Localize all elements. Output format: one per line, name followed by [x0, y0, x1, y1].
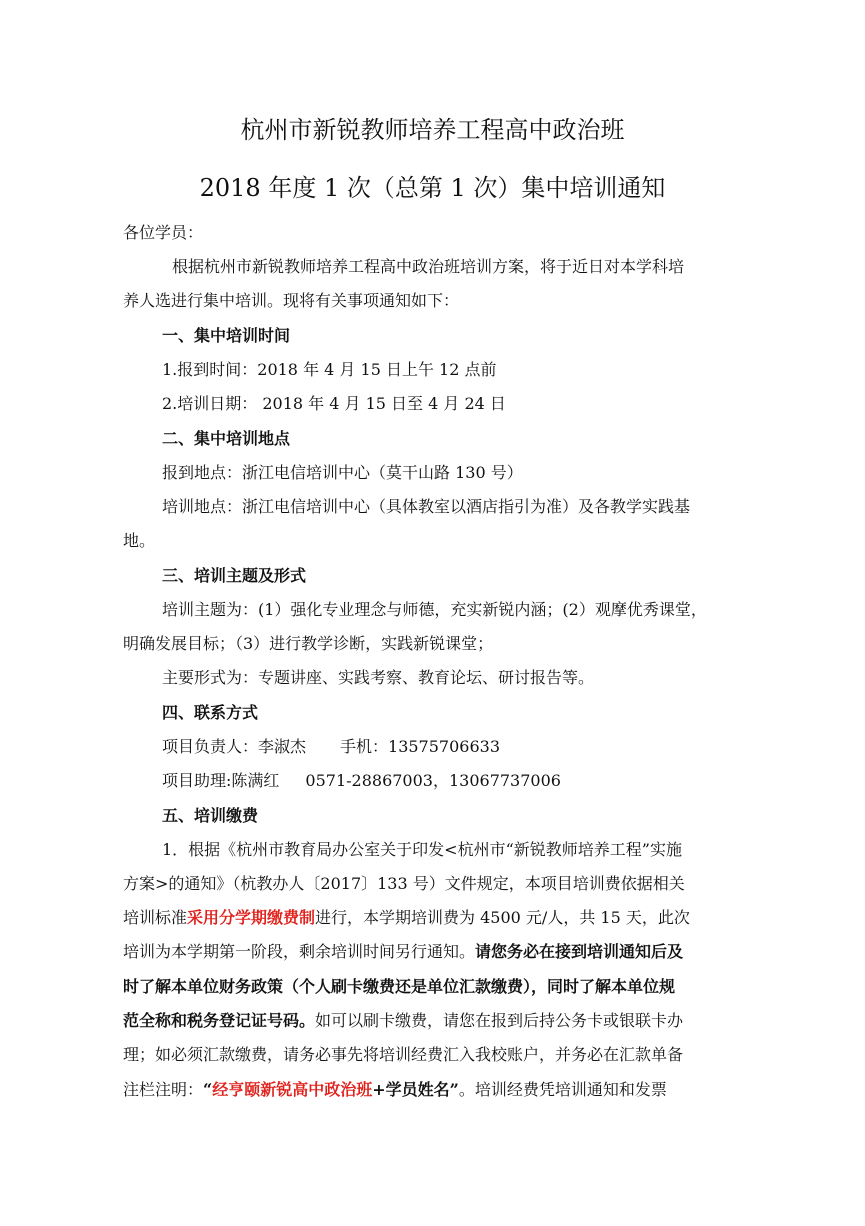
- fee-line-6: [123, 1010, 683, 1032]
- fee-line-8-open-quote: “: [203, 1080, 213, 1099]
- assistant-label: 项目助理:陈满红: [162, 771, 280, 790]
- fee-line-8-student-name: +学员姓名: [372, 1080, 450, 1099]
- fee-line-8-close-quote: ”: [449, 1080, 459, 1099]
- theme-line-2: 明确发展目标；（3）进行教学诊断，实践新锐课堂；: [123, 634, 494, 653]
- intro-line-2: 养人选进行集中培训。现将有关事项通知如下：: [123, 291, 460, 310]
- training-dates: 2.培训日期： 2018 年 4 月 15 日至 4 月 24 日: [162, 394, 506, 413]
- fee-line-1: 1．根据《杭州市教育局办公室关于印发<杭州市“新锐教师培养工程”实施: [162, 840, 682, 859]
- fee-line-7: 理；如必须汇款缴费，请务必事先将培训经费汇入我校账户，并务必在汇款单备: [123, 1045, 684, 1064]
- fee-line-2: 方案>的通知》（杭教办人〔2017〕133 号）文件规定，本项目培训费依据相关: [123, 874, 685, 893]
- fee-line-5: 时了解本单位财务政策（个人刷卡缴费还是单位汇款缴费），同时了解本单位规: [123, 977, 676, 996]
- forms-line: 主要形式为：专题讲座、实践考察、教育论坛、研讨报告等。: [162, 668, 595, 687]
- fee-line-8: [123, 1079, 667, 1101]
- fee-highlight-class-name: 经亨颐新锐高中政治班: [212, 1080, 373, 1099]
- leader-phone: 手机：13575706633: [340, 737, 500, 756]
- fee-line-4-text-a: 培训为本学期第一阶段，剩余培训时间另行通知。: [123, 942, 476, 961]
- section-1-heading: 一、集中培训时间: [162, 326, 291, 345]
- fee-line-6-bold: 范全称和税务登记证号码。: [123, 1011, 316, 1030]
- section-4-heading: 四、联系方式: [162, 703, 259, 722]
- fee-line-4: [123, 941, 683, 963]
- training-place-line-1: 培训地点：浙江电信培训中心（具体教室以酒店指引为准）及各教学实践基: [162, 497, 691, 516]
- fee-line-4-bold: 请您务必在接到培训通知后及: [475, 942, 684, 961]
- fee-line-3: [123, 907, 690, 929]
- report-place: 报到地点：浙江电信培训中心（莫干山路 130 号）: [162, 463, 523, 482]
- training-place-line-2: 地。: [123, 531, 156, 550]
- section-3-heading: 三、培训主题及形式: [162, 566, 307, 585]
- document-title: 杭州市新锐教师培养工程高中政治班: [240, 116, 625, 144]
- fee-line-3-text-b: 进行，本学期培训费为 4500 元/人，共 15 天，此次: [315, 908, 690, 927]
- fee-line-8-text-a: 注栏注明：: [123, 1080, 204, 1099]
- report-time: 1.报到时间：2018 年 4 月 15 日上午 12 点前: [162, 360, 497, 379]
- fee-line-8-text-b: 。培训经费凭培训通知和发票: [458, 1080, 667, 1099]
- document-subtitle: 2018 年度 1 次（总第 1 次）集中培训通知: [199, 174, 666, 202]
- fee-highlight-installment: 采用分学期缴费制: [187, 908, 316, 927]
- salutation: 各位学员：: [123, 223, 204, 242]
- assistant-contact: [162, 770, 561, 792]
- fee-line-6-text: 如可以刷卡缴费，请您在报到后持公务卡或银联卡办: [315, 1011, 684, 1030]
- leader-label: 项目负责人：李淑杰: [162, 737, 307, 756]
- section-2-heading: 二、集中培训地点: [162, 429, 291, 448]
- section-5-heading: 五、培训缴费: [162, 806, 259, 825]
- leader-contact: [162, 736, 500, 758]
- theme-line-1: 培训主题为：(1）强化专业理念与师德，充实新锐内涵；(2）观摩优秀课堂，: [162, 600, 707, 619]
- assistant-phone: 0571-28867003，13067737006: [305, 771, 561, 790]
- intro-line-1: 根据杭州市新锐教师培养工程高中政治班培训方案，将于近日对本学科培: [172, 257, 685, 276]
- fee-line-3-text-a: 培训标准: [123, 908, 188, 927]
